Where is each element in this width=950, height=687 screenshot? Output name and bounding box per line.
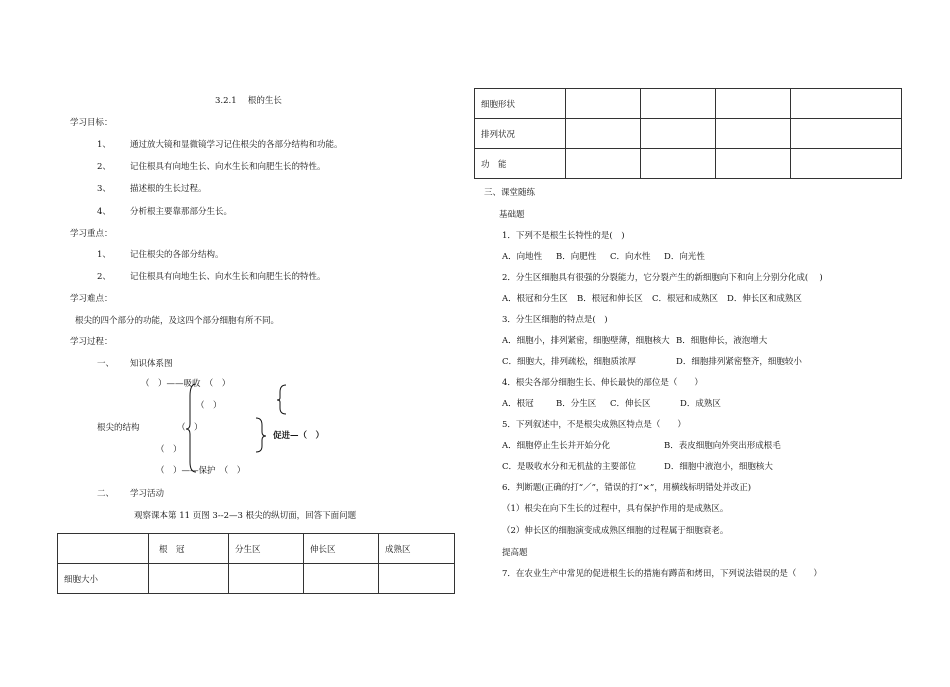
option: C．伸长区: [610, 399, 651, 409]
option: A．向地性: [502, 252, 543, 262]
option: B．表皮细胞向外突出形成根毛: [664, 441, 781, 451]
table-header-cell: 分生区: [229, 534, 304, 564]
option: A．根冠: [502, 399, 534, 409]
option: B．向肥性: [556, 252, 597, 262]
question-3: 3．分生区细胞的特点是( ): [502, 315, 608, 325]
table-row-label: 细胞大小: [58, 564, 149, 594]
diagram-row4: （ ）: [156, 445, 182, 455]
table-cell: [641, 149, 716, 179]
section1-title: 知识体系图: [130, 359, 173, 369]
table-cell: [716, 89, 791, 119]
table-cell: [229, 564, 304, 594]
option: A．细胞小，排列紧密，细胞壁薄，细胞核大: [502, 336, 670, 346]
option: A．根冠和分生区: [502, 294, 568, 304]
table-cell: [566, 119, 641, 149]
key-text: 记住根具有向地生长、向水生长和向肥生长的特性。: [130, 272, 326, 282]
table-row-label: 排列状况: [475, 119, 566, 149]
table-header-cell: 伸长区: [304, 534, 379, 564]
goal-text: 分析根主要靠那部分生长。: [130, 207, 233, 217]
option: B．分生区: [556, 399, 597, 409]
key-num: 1、: [97, 250, 111, 260]
diagram-row1: （ ）——吸收 （ ）: [141, 379, 231, 389]
table-cell: [791, 89, 902, 119]
option: C．是吸收水分和无机盐的主要部位: [502, 462, 637, 472]
question-6: 6．判断题(正确的打“／”，错误的打“×”，用横线标明错处并改正): [502, 483, 752, 493]
table-row-label: 功 能: [475, 149, 566, 179]
table-cell: [791, 149, 902, 179]
table-header-cell: [58, 534, 149, 564]
diagram-row5: （ ）——保护 （ ）: [156, 466, 246, 476]
question-2: 2．分生区细胞具有很强的分裂能力，它分裂产生的新细胞向下和向上分别分化成( ): [502, 273, 823, 283]
advanced-heading: 提高题: [502, 548, 528, 558]
key-text: 记住根尖的各部分结构。: [130, 250, 224, 260]
process-heading: 学习过程：: [70, 337, 113, 347]
table-cell: [641, 119, 716, 149]
goals-heading: 学习目标：: [70, 118, 113, 128]
question-1: 1．下列不是根生长特性的是( ): [502, 231, 625, 241]
upper-right-brace: [277, 385, 286, 414]
option: C．细胞大，排列疏松，细胞质浓厚: [502, 357, 637, 367]
diagram-row2: （ ）: [196, 401, 222, 411]
section3-heading: 三、课堂随练: [484, 188, 536, 198]
judge-item: （2）伸长区的细胞演变成成熟区细胞的过程属于细胞衰老。: [502, 526, 729, 536]
goal-text: 通过放大镜和显微镜学习记住根尖的各部分结构和功能。: [130, 140, 343, 150]
goal-text: 描述根的生长过程。: [130, 184, 207, 194]
option: D．细胞中液泡小，细胞核大: [664, 462, 773, 472]
option: D．伸长区和成熟区: [727, 294, 802, 304]
page-title: 3.2.1 根的生长: [215, 96, 282, 106]
difficult-text: 根尖的四个部分的功能，及这四个部分细胞有所不同。: [75, 316, 280, 326]
option: D．成熟区: [680, 399, 721, 409]
question-7: 7．在农业生产中常见的促进根生长的措施有蹲苗和烤田，下列说法错误的是（ ）: [502, 569, 822, 579]
question-5: 5．下列叙述中，不是根尖成熟区特点是（ ）: [502, 420, 686, 430]
option: B．根冠和伸长区: [577, 294, 643, 304]
section2-num: 二、: [97, 489, 115, 499]
lower-right-brace: [256, 418, 266, 452]
table-header-cell: 根 冠: [149, 534, 229, 564]
option: B．细胞伸长，液泡增大: [676, 336, 768, 346]
table-cell: [791, 119, 902, 149]
option: C．根冠和成熟区: [652, 294, 719, 304]
cell-comparison-table: [57, 533, 455, 594]
table-cell: [379, 564, 455, 594]
table-cell: [566, 89, 641, 119]
goal-num: 1、: [97, 140, 111, 150]
key-heading: 学习重点：: [70, 229, 113, 239]
goal-num: 4、: [97, 207, 111, 217]
question-4: 4．根尖各部分细胞生长、伸长最快的部位是（ ）: [502, 378, 703, 388]
option: A．细胞停止生长并开始分化: [502, 441, 611, 451]
table-cell: [641, 89, 716, 119]
diagram-promote: 促进—（ ）: [273, 431, 325, 441]
diagram-root-label: 根尖的结构: [97, 423, 140, 433]
judge-item: （1）根尖在向下生长的过程中，具有保护作用的是成熟区。: [502, 504, 729, 514]
goal-num: 2、: [97, 162, 111, 172]
section2-title: 学习活动: [130, 489, 165, 499]
table-cell: [304, 564, 379, 594]
section1-num: 一、: [97, 359, 115, 369]
observe-text: 观察课本第 11 页图 3--2—3 根尖的纵切面，回答下面问题: [134, 511, 357, 521]
left-brace: [186, 384, 196, 472]
difficult-heading: 学习难点：: [70, 294, 113, 304]
goal-num: 3、: [97, 184, 111, 194]
option: D．细胞排列紧密整齐，细胞较小: [676, 357, 802, 367]
option: C．向水性: [610, 252, 651, 262]
cell-comparison-table-continued: [474, 88, 902, 179]
basic-heading: 基础题: [499, 210, 525, 220]
table-cell: [716, 149, 791, 179]
goal-text: 记住根具有向地生长、向水生长和向肥生长的特性。: [130, 162, 326, 172]
diagram-row3: （ ）: [177, 423, 203, 433]
key-num: 2、: [97, 272, 111, 282]
table-cell: [149, 564, 229, 594]
table-cell: [716, 119, 791, 149]
table-row-label: 细胞形状: [475, 89, 566, 119]
table-header-cell: 成熟区: [379, 534, 455, 564]
option: D．向光性: [664, 252, 705, 262]
table-cell: [566, 149, 641, 179]
